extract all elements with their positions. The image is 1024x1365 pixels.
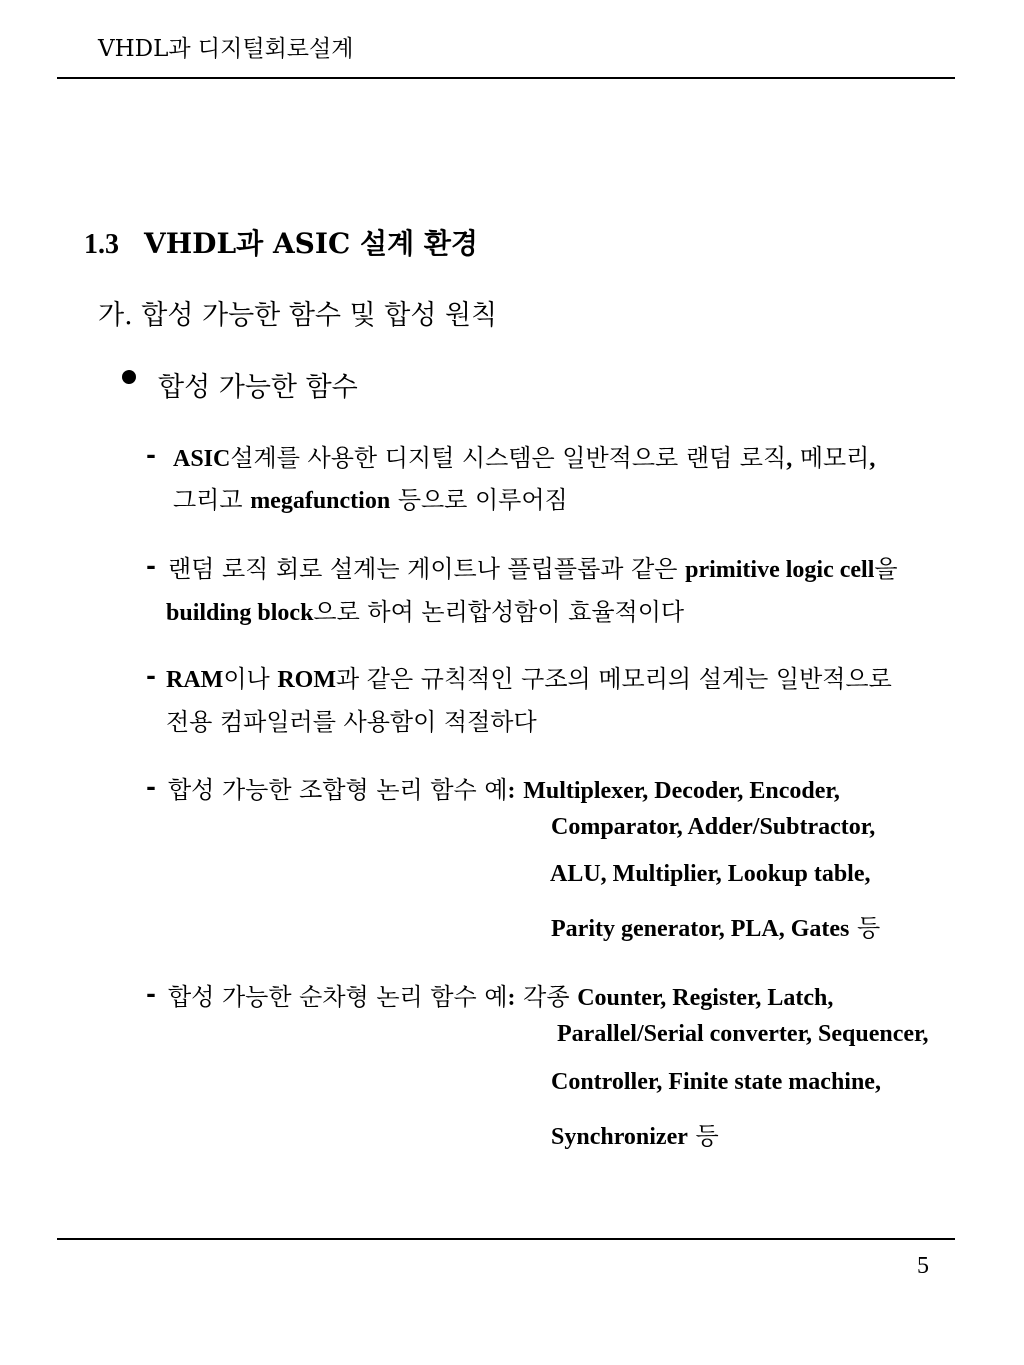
- item-5-label: 합성 가능한 순차형 논리 함수 예: [168, 983, 508, 1011]
- item-4-example: Comparator, Adder/Subtractor,: [551, 814, 876, 840]
- item-3-term: RAM: [166, 667, 224, 693]
- item-5-suffix: 등: [687, 1122, 719, 1150]
- section-title: VHDL과 ASIC 설계 환경: [144, 227, 478, 260]
- item-5-example: Synchronizer: [551, 1124, 688, 1150]
- item-4-line-last: [551, 908, 880, 943]
- item-5-example: Counter, Register, Latch,: [577, 985, 834, 1011]
- item-4-example: ALU, Multiplier, Lookup table,: [550, 861, 871, 887]
- item-1-term: megafunction: [250, 488, 391, 514]
- item-1-line-2: [173, 480, 568, 515]
- item-1-line-1: [173, 438, 875, 473]
- item-4-colon: :: [507, 778, 516, 804]
- bullet-icon: [122, 370, 136, 384]
- item-1-text: 설계를 사용한 디지털 시스템은 일반적으로 랜덤 로직: [230, 444, 787, 472]
- item-dash: -: [146, 661, 156, 690]
- item-1-term: ASIC: [173, 446, 231, 472]
- item-1-comma: ,: [869, 446, 876, 472]
- item-2-text: 랜덤 로직 회로 설계는 게이트나 플립플롭과 같은: [168, 555, 686, 583]
- item-1-text: 등으로 이루어짐: [390, 486, 568, 514]
- item-dash: -: [146, 979, 156, 1008]
- item-2-text: 을: [874, 555, 898, 583]
- section-number: 1.3: [84, 229, 119, 260]
- subsection-heading: 가. 합성 가능한 함수 및 합성 원칙: [98, 300, 498, 331]
- item-4-suffix: 등: [849, 914, 881, 942]
- item-2-term: building block: [166, 600, 314, 626]
- item-4-example: Multiplexer, Decoder, Encoder,: [523, 778, 840, 804]
- item-3-text: 이나: [223, 665, 278, 693]
- item-2-text: 으로 하여 논리합성함이 효율적이다: [313, 598, 685, 626]
- item-5-example: Parallel/Serial converter, Sequencer,: [557, 1021, 929, 1047]
- item-5-line-1: [168, 977, 833, 1012]
- item-3-line-1: [166, 659, 892, 694]
- item-5-example: Controller, Finite state machine,: [551, 1069, 881, 1095]
- header-divider: [57, 77, 955, 79]
- item-dash: -: [146, 551, 156, 580]
- item-5-colon: :: [507, 985, 516, 1011]
- item-5-prefix: 각종: [515, 983, 578, 1011]
- item-2-term: primitive logic cell: [685, 557, 875, 583]
- item-1-comma: ,: [786, 446, 793, 472]
- item-2-line-2: [166, 592, 684, 627]
- item-4-example: Parity generator, PLA, Gates: [551, 916, 850, 942]
- footer-divider: [57, 1238, 955, 1240]
- item-3-text: 전용 컴파일러를 사용함이 적절하다: [166, 708, 537, 736]
- section-heading: [84, 222, 478, 262]
- item-5-line-last: [551, 1116, 719, 1151]
- item-1-text: 메모리: [792, 444, 870, 472]
- item-4-label: 합성 가능한 조합형 논리 함수 예: [168, 776, 508, 804]
- item-3-text: 과 같은 규칙적인 구조의 메모리의 설계는 일반적으로: [335, 665, 892, 693]
- bullet-heading: 합성 가능한 함수: [158, 372, 358, 403]
- item-1-text: 그리고: [173, 486, 251, 514]
- item-3-term: ROM: [277, 667, 336, 693]
- item-3-line-2: [166, 702, 537, 737]
- item-dash: -: [146, 772, 156, 801]
- item-2-line-1: [168, 549, 898, 584]
- header-title: VHDL과 디지털회로설계: [98, 36, 354, 62]
- item-dash: -: [146, 440, 156, 469]
- page-number: 5: [917, 1253, 929, 1279]
- item-4-line-1: [168, 770, 840, 805]
